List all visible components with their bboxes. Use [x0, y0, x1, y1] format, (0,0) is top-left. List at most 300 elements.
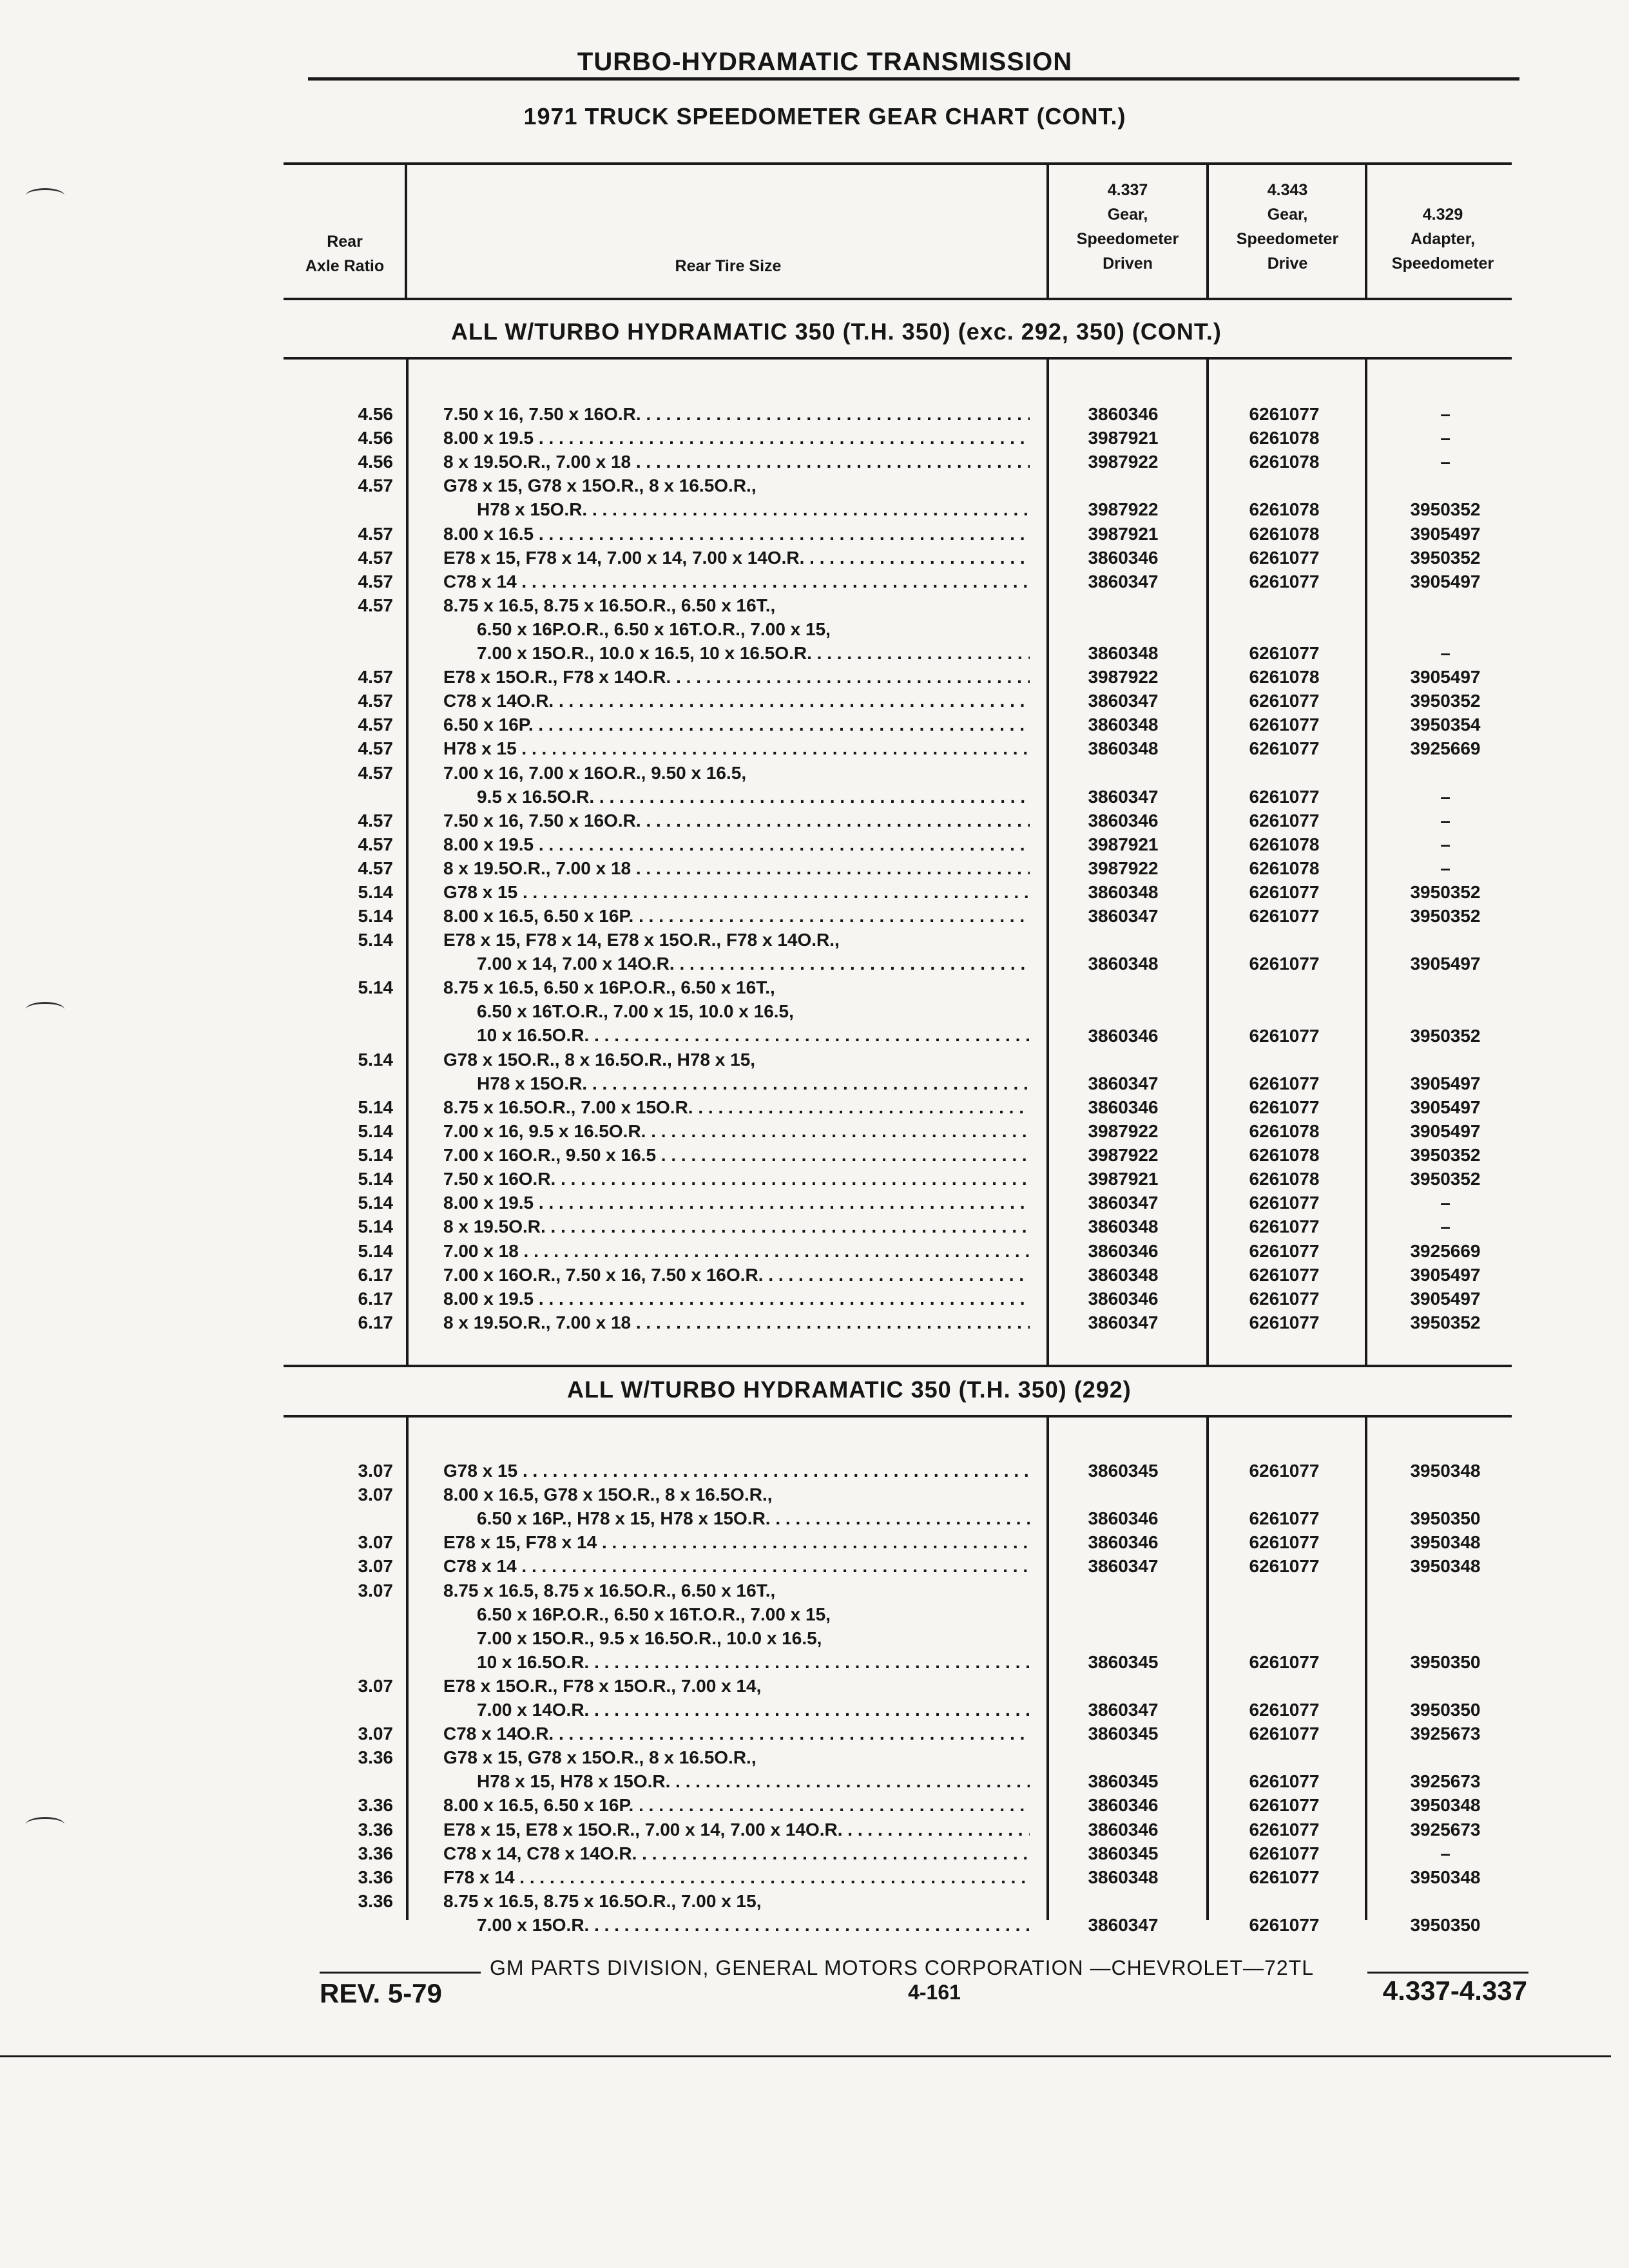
axle-ratio-cell: 4.56 — [358, 404, 393, 424]
adapter-cell: 3905497 — [1410, 954, 1481, 974]
adapter-cell: 3950352 — [1410, 1145, 1481, 1166]
header-adapter: 4.329 Adapter, Speedometer — [1391, 206, 1494, 273]
table-row — [0, 1143, 1547, 1167]
revision-label: REV. 5-79 — [320, 1978, 442, 2008]
tire-size-cell — [443, 689, 1030, 713]
adapter-cell: – — [1440, 786, 1451, 807]
table-row — [0, 665, 1547, 689]
table-row — [0, 1889, 1547, 1937]
header-gear-drive: 4.343 Gear, Speedometer Drive — [1236, 181, 1339, 273]
axle-ratio-cell: 3.07 — [358, 1556, 393, 1577]
section-title-th350-exc: ALL W/TURBO HYDRAMATIC 350 (T.H. 350) (exc. 292, 350) (CONT.) — [451, 318, 1222, 345]
adapter-cell: 3950348 — [1410, 1556, 1481, 1577]
drive-gear-cell: 6261077 — [1249, 1819, 1320, 1840]
tire-size-line: G78 x 15 . . . — [443, 880, 1030, 904]
tire-size-line: 7.00 x 15O.R., 10.0 x 16.5, 10 x 16.5O.R. . . . — [443, 641, 1030, 665]
axle-ratio-cell: 4.57 — [358, 834, 393, 854]
axle-ratio-cell: 5.14 — [358, 906, 393, 927]
driven-gear-cell: 3860347 — [1088, 1073, 1159, 1093]
table-row — [0, 904, 1547, 928]
tire-size-line: C78 x 14O.R. . . . — [443, 1722, 1030, 1745]
table-row — [0, 1191, 1547, 1215]
driven-gear-cell: 3860347 — [1088, 691, 1159, 711]
column-divider — [1365, 165, 1367, 300]
tire-size-line: 10 x 16.5O.R. . . . — [443, 1650, 1030, 1674]
axle-ratio-cell: 4.57 — [358, 810, 393, 831]
tire-size-cell — [443, 1311, 1030, 1334]
table-row — [0, 1215, 1547, 1238]
axle-ratio-cell: 4.57 — [358, 667, 393, 687]
tire-size-line: 7.00 x 16, 9.5 x 16.5O.R. . . . — [443, 1119, 1030, 1143]
tire-size-cell — [443, 665, 1030, 689]
axle-ratio-cell: 3.07 — [358, 1485, 393, 1505]
driven-gear-cell: 3860345 — [1088, 1724, 1159, 1744]
axle-ratio-cell: 4.57 — [358, 523, 393, 544]
tire-size-line: E78 x 15O.R., F78 x 15O.R., 7.00 x 14, — [443, 1675, 762, 1696]
adapter-cell: – — [1440, 404, 1451, 424]
tire-size-line: 8.00 x 19.5 . . . — [443, 1287, 1030, 1311]
adapter-cell: 3905497 — [1410, 1121, 1481, 1141]
adapter-cell: 3905497 — [1410, 1264, 1481, 1285]
adapter-cell: – — [1440, 1193, 1451, 1213]
drive-gear-cell: 6261077 — [1249, 1771, 1320, 1792]
driven-gear-cell: 3860348 — [1088, 882, 1159, 902]
driven-gear-cell: 3987922 — [1088, 452, 1159, 472]
tire-size-line: F78 x 14 . . . — [443, 1865, 1030, 1889]
driven-gear-cell: 3987922 — [1088, 858, 1159, 878]
tire-size-line: E78 x 15, F78 x 14 . . . — [443, 1530, 1030, 1554]
axle-ratio-cell: 3.07 — [358, 1724, 393, 1744]
section2-title-rule — [284, 1415, 1512, 1418]
drive-gear-cell: 6261077 — [1249, 906, 1320, 927]
table-row — [0, 1048, 1547, 1095]
axle-ratio-cell: 5.14 — [358, 1097, 393, 1117]
driven-gear-cell: 3987921 — [1088, 523, 1159, 544]
table-row — [0, 1865, 1547, 1889]
drive-gear-cell: 6261077 — [1249, 1097, 1320, 1117]
tire-size-cell — [443, 1745, 1030, 1793]
axle-ratio-cell: 3.36 — [358, 1747, 393, 1768]
tire-size-line: 8 x 19.5O.R. . . . — [443, 1215, 1030, 1238]
axle-ratio-cell: 3.07 — [358, 1461, 393, 1481]
axle-ratio-cell: 3.07 — [358, 1532, 393, 1553]
axle-ratio-cell: 5.14 — [358, 1216, 393, 1237]
adapter-cell: 3925669 — [1410, 738, 1481, 759]
drive-gear-cell: 6261077 — [1249, 642, 1320, 663]
tire-size-cell — [443, 570, 1030, 593]
tire-size-cell — [443, 1048, 1030, 1095]
drive-gear-cell: 6261077 — [1249, 1264, 1320, 1285]
tire-size-cell — [443, 761, 1030, 809]
driven-gear-cell: 3860346 — [1088, 810, 1159, 831]
driven-gear-cell: 3860348 — [1088, 1216, 1159, 1237]
drive-gear-cell: 6261077 — [1249, 1843, 1320, 1863]
driven-gear-cell: 3860347 — [1088, 1193, 1159, 1213]
adapter-cell: 3950350 — [1410, 1508, 1481, 1529]
tire-size-cell — [443, 1095, 1030, 1119]
axle-ratio-cell: 4.57 — [358, 858, 393, 878]
drive-gear-cell: 6261077 — [1249, 1795, 1320, 1816]
tire-size-cell — [443, 546, 1030, 570]
tire-size-line: 8.00 x 16.5, G78 x 15O.R., 8 x 16.5O.R., — [443, 1485, 773, 1505]
page-title: TURBO-HYDRAMATIC TRANSMISSION — [577, 48, 1073, 76]
drive-gear-cell: 6261077 — [1249, 1240, 1320, 1261]
axle-ratio-cell: 3.36 — [358, 1843, 393, 1863]
driven-gear-cell: 3860348 — [1088, 1264, 1159, 1285]
table-row — [0, 1239, 1547, 1263]
adapter-cell: 3950348 — [1410, 1867, 1481, 1887]
table-row — [0, 1818, 1547, 1841]
adapter-cell: 3950350 — [1410, 1699, 1481, 1720]
tire-size-line: G78 x 15, G78 x 15O.R., 8 x 16.5O.R., — [443, 1747, 757, 1768]
table-row — [0, 880, 1547, 904]
axle-ratio-cell: 3.36 — [358, 1819, 393, 1840]
table-row — [0, 713, 1547, 736]
tire-size-line: 8.75 x 16.5, 8.75 x 16.5O.R., 7.00 x 15, — [443, 1890, 762, 1911]
drive-gear-cell: 6261078 — [1249, 667, 1320, 687]
header-axle-ratio: Rear Axle Ratio — [305, 233, 385, 275]
tire-size-line: 8.75 x 16.5, 8.75 x 16.5O.R., 6.50 x 16T., — [443, 595, 776, 615]
driven-gear-cell: 3860345 — [1088, 1843, 1159, 1863]
tire-size-cell — [443, 928, 1030, 975]
axle-ratio-cell: 4.57 — [358, 691, 393, 711]
drive-gear-cell: 6261077 — [1249, 954, 1320, 974]
tire-size-line: 7.00 x 18 . . . — [443, 1239, 1030, 1263]
drive-gear-cell: 6261078 — [1249, 428, 1320, 448]
drive-gear-cell: 6261077 — [1249, 1651, 1320, 1672]
page-number: 4-161 — [908, 1981, 961, 2004]
tire-size-line: E78 x 15, E78 x 15O.R., 7.00 x 14, 7.00 x 14O.R. . . . — [443, 1818, 1030, 1841]
tire-size-line: 7.00 x 14, 7.00 x 14O.R. . . . — [443, 952, 1030, 975]
tire-size-line: E78 x 15, F78 x 14, E78 x 15O.R., F78 x 14O.R., — [443, 930, 840, 950]
tire-size-cell — [443, 1239, 1030, 1263]
section1-title-rule — [284, 357, 1512, 360]
adapter-cell: 3950352 — [1410, 547, 1481, 568]
tire-size-line: C78 x 14 . . . — [443, 570, 1030, 593]
tire-size-line: 9.5 x 16.5O.R. . . . — [443, 785, 1030, 809]
driven-gear-cell: 3860347 — [1088, 1699, 1159, 1720]
table-row — [0, 832, 1547, 856]
driven-gear-cell: 3860345 — [1088, 1771, 1159, 1792]
tire-size-line: 10 x 16.5O.R. . . . — [443, 1023, 1030, 1047]
axle-ratio-cell: 5.14 — [358, 882, 393, 902]
table-row — [0, 1554, 1547, 1578]
driven-gear-cell: 3860346 — [1088, 1819, 1159, 1840]
axle-ratio-cell: 4.57 — [358, 715, 393, 735]
footer-rule-left — [320, 1972, 481, 1974]
tire-size-line: 7.50 x 16, 7.50 x 16O.R. . . . — [443, 809, 1030, 832]
drive-gear-cell: 6261077 — [1249, 1724, 1320, 1744]
driven-gear-cell: 3860346 — [1088, 1532, 1159, 1553]
binder-mark — [26, 188, 64, 203]
table-row — [0, 1119, 1547, 1143]
drive-gear-cell: 6261077 — [1249, 571, 1320, 591]
table-row — [0, 761, 1547, 809]
tire-size-line: 8.75 x 16.5O.R., 7.00 x 15O.R. . . . — [443, 1095, 1030, 1119]
drive-gear-cell: 6261077 — [1249, 1288, 1320, 1309]
tire-size-line: 7.00 x 14O.R. . . . — [443, 1698, 1030, 1722]
adapter-cell: 3950352 — [1410, 499, 1481, 520]
adapter-cell: 3950352 — [1410, 691, 1481, 711]
section1-bottom-rule — [284, 1365, 1512, 1367]
drive-gear-cell: 6261077 — [1249, 1508, 1320, 1529]
column-divider — [1206, 165, 1209, 300]
table-row — [0, 1459, 1547, 1483]
adapter-cell: – — [1440, 452, 1451, 472]
drive-gear-cell: 6261077 — [1249, 1025, 1320, 1046]
tire-size-line: H78 x 15, H78 x 15O.R. . . . — [443, 1769, 1030, 1793]
axle-ratio-cell: 6.17 — [358, 1312, 393, 1332]
table-row — [0, 928, 1547, 975]
drive-gear-cell: 6261078 — [1249, 858, 1320, 878]
axle-ratio-cell: 4.57 — [358, 571, 393, 591]
adapter-cell: 3950354 — [1410, 715, 1481, 735]
drive-gear-cell: 6261077 — [1249, 547, 1320, 568]
driven-gear-cell: 3987921 — [1088, 428, 1159, 448]
driven-gear-cell: 3860346 — [1088, 404, 1159, 424]
tire-size-line: 8.75 x 16.5, 8.75 x 16.5O.R., 6.50 x 16T., — [443, 1580, 776, 1600]
drive-gear-cell: 6261077 — [1249, 882, 1320, 902]
table-row — [0, 856, 1547, 880]
adapter-cell: 3905497 — [1410, 523, 1481, 544]
tire-size-cell — [443, 450, 1030, 474]
tire-size-line: 6.50 x 16P., H78 x 15, H78 x 15O.R. . . . — [443, 1506, 1030, 1530]
table-row — [0, 546, 1547, 570]
header-gear-driven: 4.337 Gear, Speedometer Driven — [1076, 181, 1179, 273]
driven-gear-cell: 3860346 — [1088, 1795, 1159, 1816]
adapter-cell: 3925669 — [1410, 1240, 1481, 1261]
tire-size-line: 7.50 x 16O.R. . . . — [443, 1167, 1030, 1191]
document-number: 4.337-4.337 — [1382, 1975, 1527, 2006]
adapter-cell: 3905497 — [1410, 667, 1481, 687]
tire-size-cell — [443, 1143, 1030, 1167]
adapter-cell: 3925673 — [1410, 1819, 1481, 1840]
driven-gear-cell: 3860347 — [1088, 1556, 1159, 1577]
axle-ratio-cell: 5.14 — [358, 1049, 393, 1070]
tire-size-cell — [443, 1674, 1030, 1722]
table-row — [0, 1841, 1547, 1865]
tire-size-cell — [443, 904, 1030, 928]
driven-gear-cell: 3987922 — [1088, 1145, 1159, 1166]
tire-size-cell — [443, 1167, 1030, 1191]
tire-size-line: C78 x 14, C78 x 14O.R. . . . — [443, 1841, 1030, 1865]
drive-gear-cell: 6261077 — [1249, 810, 1320, 831]
adapter-cell: 3905497 — [1410, 571, 1481, 591]
driven-gear-cell: 3860347 — [1088, 571, 1159, 591]
tire-size-line: E78 x 15, F78 x 14, 7.00 x 14, 7.00 x 14O.R. . . . — [443, 546, 1030, 570]
table-row — [0, 1793, 1547, 1817]
adapter-cell: – — [1440, 1216, 1451, 1237]
adapter-cell: 3925673 — [1410, 1724, 1481, 1744]
table-top-rule — [284, 162, 1512, 165]
drive-gear-cell: 6261077 — [1249, 1193, 1320, 1213]
table-row — [0, 450, 1547, 474]
table-row — [0, 1287, 1547, 1311]
adapter-cell: – — [1440, 858, 1451, 878]
driven-gear-cell: 3860346 — [1088, 547, 1159, 568]
tire-size-cell — [443, 1483, 1030, 1530]
driven-gear-cell: 3860346 — [1088, 1508, 1159, 1529]
drive-gear-cell: 6261078 — [1249, 1169, 1320, 1189]
driven-gear-cell: 3860347 — [1088, 786, 1159, 807]
tire-size-cell — [443, 1119, 1030, 1143]
tire-size-cell — [443, 1865, 1030, 1889]
tire-size-line: 6.50 x 16T.O.R., 7.00 x 15, 10.0 x 16.5, — [477, 1001, 794, 1022]
adapter-cell: 3950352 — [1410, 882, 1481, 902]
header-bottom-rule — [284, 298, 1512, 300]
driven-gear-cell: 3987922 — [1088, 1121, 1159, 1141]
drive-gear-cell: 6261078 — [1249, 523, 1320, 544]
axle-ratio-cell: 3.07 — [358, 1675, 393, 1696]
drive-gear-cell: 6261078 — [1249, 452, 1320, 472]
tire-size-line: 7.00 x 15O.R. . . . — [443, 1913, 1030, 1937]
driven-gear-cell: 3860348 — [1088, 1867, 1159, 1887]
axle-ratio-cell: 5.14 — [358, 1193, 393, 1213]
tire-size-line: 8 x 19.5O.R., 7.00 x 18 . . . — [443, 1311, 1030, 1334]
tire-size-line: 6.50 x 16P.O.R., 6.50 x 16T.O.R., 7.00 x 15, — [477, 1604, 831, 1624]
drive-gear-cell: 6261078 — [1249, 1121, 1320, 1141]
axle-ratio-cell: 4.57 — [358, 762, 393, 783]
tire-size-line: C78 x 14 . . . — [443, 1554, 1030, 1578]
table-row — [0, 1167, 1547, 1191]
tire-size-line: E78 x 15O.R., F78 x 14O.R. . . . — [443, 665, 1030, 689]
axle-ratio-cell: 4.56 — [358, 452, 393, 472]
driven-gear-cell: 3860348 — [1088, 738, 1159, 759]
driven-gear-cell: 3860345 — [1088, 1651, 1159, 1672]
table-row — [0, 1263, 1547, 1287]
driven-gear-cell: 3860346 — [1088, 1025, 1159, 1046]
tire-size-line: 8.00 x 16.5 . . . — [443, 522, 1030, 546]
adapter-cell: – — [1440, 834, 1451, 854]
axle-ratio-cell: 3.36 — [358, 1867, 393, 1887]
drive-gear-cell: 6261077 — [1249, 738, 1320, 759]
adapter-cell: 3950350 — [1410, 1651, 1481, 1672]
tire-size-cell — [443, 736, 1030, 760]
tire-size-cell — [443, 880, 1030, 904]
tire-size-line: 8.75 x 16.5, 6.50 x 16P.O.R., 6.50 x 16T., — [443, 977, 775, 998]
driven-gear-cell: 3860347 — [1088, 906, 1159, 927]
tire-size-line: 7.00 x 16O.R., 7.50 x 16, 7.50 x 16O.R. . . . — [443, 1263, 1030, 1287]
table-row — [0, 474, 1547, 521]
chart-subtitle: 1971 TRUCK SPEEDOMETER GEAR CHART (CONT.) — [523, 103, 1126, 130]
driven-gear-cell: 3860347 — [1088, 1914, 1159, 1935]
tire-size-cell — [443, 1191, 1030, 1215]
drive-gear-cell: 6261077 — [1249, 404, 1320, 424]
tire-size-cell — [443, 1287, 1030, 1311]
footer-company: GM PARTS DIVISION, GENERAL MOTORS CORPORATION —CHEVROLET—72TL — [490, 1956, 1314, 1979]
table-row — [0, 1745, 1547, 1793]
drive-gear-cell: 6261077 — [1249, 1312, 1320, 1332]
adapter-cell: 3905497 — [1410, 1097, 1481, 1117]
tire-size-cell — [443, 1841, 1030, 1865]
adapter-cell: 3950348 — [1410, 1461, 1481, 1481]
tire-size-cell — [443, 1263, 1030, 1287]
tire-size-cell — [443, 1459, 1030, 1483]
driven-gear-cell: 3860346 — [1088, 1288, 1159, 1309]
adapter-cell: – — [1440, 428, 1451, 448]
tire-size-line: 7.50 x 16, 7.50 x 16O.R. . . . — [443, 402, 1030, 426]
axle-ratio-cell: 5.14 — [358, 930, 393, 950]
table-row — [0, 593, 1547, 665]
tire-size-line: 8 x 19.5O.R., 7.00 x 18 . . . — [443, 856, 1030, 880]
driven-gear-cell: 3860348 — [1088, 642, 1159, 663]
tire-size-cell — [443, 1889, 1030, 1937]
tire-size-line: H78 x 15O.R. . . . — [443, 1072, 1030, 1095]
tire-size-cell — [443, 1793, 1030, 1817]
tire-size-line: 8.00 x 19.5 . . . — [443, 832, 1030, 856]
adapter-cell: 3905497 — [1410, 1073, 1481, 1093]
driven-gear-cell: 3860345 — [1088, 1461, 1159, 1481]
footer-rule-right — [1367, 1972, 1528, 1974]
tire-size-line: 7.00 x 15O.R., 9.5 x 16.5O.R., 10.0 x 16.5, — [477, 1628, 822, 1648]
drive-gear-cell: 6261077 — [1249, 1699, 1320, 1720]
axle-ratio-cell: 6.17 — [358, 1264, 393, 1285]
drive-gear-cell: 6261077 — [1249, 691, 1320, 711]
drive-gear-cell: 6261078 — [1249, 1145, 1320, 1166]
drive-gear-cell: 6261077 — [1249, 715, 1320, 735]
title-rule — [308, 77, 1519, 81]
table-row — [0, 689, 1547, 713]
tire-size-cell — [443, 713, 1030, 736]
tire-size-cell — [443, 856, 1030, 880]
axle-ratio-cell: 4.57 — [358, 738, 393, 759]
tire-size-cell — [443, 593, 1030, 665]
page-bottom-rule — [0, 2055, 1611, 2057]
tire-size-line: C78 x 14O.R. . . . — [443, 689, 1030, 713]
tire-size-line: 6.50 x 16P. . . . — [443, 713, 1030, 736]
table-row — [0, 975, 1547, 1047]
tire-size-cell — [443, 1579, 1030, 1674]
tire-size-cell — [443, 975, 1030, 1047]
table-row — [0, 1579, 1547, 1674]
column-divider — [405, 165, 407, 300]
driven-gear-cell: 3987922 — [1088, 667, 1159, 687]
drive-gear-cell: 6261077 — [1249, 1914, 1320, 1935]
driven-gear-cell: 3860347 — [1088, 1312, 1159, 1332]
axle-ratio-cell: 5.14 — [358, 1145, 393, 1166]
drive-gear-cell: 6261077 — [1249, 786, 1320, 807]
driven-gear-cell: 3987922 — [1088, 499, 1159, 520]
driven-gear-cell: 3987921 — [1088, 1169, 1159, 1189]
axle-ratio-cell: 4.57 — [358, 476, 393, 496]
drive-gear-cell: 6261078 — [1249, 499, 1320, 520]
tire-size-line: 8.00 x 19.5 . . . — [443, 1191, 1030, 1215]
axle-ratio-cell: 3.36 — [358, 1890, 393, 1911]
tire-size-cell — [443, 426, 1030, 450]
axle-ratio-cell: 3.36 — [358, 1795, 393, 1816]
tire-size-cell — [443, 402, 1030, 426]
adapter-cell: 3905497 — [1410, 1288, 1481, 1309]
adapter-cell: – — [1440, 642, 1451, 663]
driven-gear-cell: 3987921 — [1088, 834, 1159, 854]
table-row — [0, 1674, 1547, 1722]
adapter-cell: 3950348 — [1410, 1795, 1481, 1816]
tire-size-line: G78 x 15 . . . — [443, 1459, 1030, 1483]
drive-gear-cell: 6261077 — [1249, 1461, 1320, 1481]
tire-size-line: G78 x 15, G78 x 15O.R., 8 x 16.5O.R., — [443, 476, 757, 496]
driven-gear-cell: 3860348 — [1088, 715, 1159, 735]
driven-gear-cell: 3860348 — [1088, 954, 1159, 974]
drive-gear-cell: 6261077 — [1249, 1073, 1320, 1093]
tire-size-line: 7.00 x 16, 7.00 x 16O.R., 9.50 x 16.5, — [443, 762, 747, 783]
adapter-cell: 3950352 — [1410, 1312, 1481, 1332]
adapter-cell: 3950350 — [1410, 1914, 1481, 1935]
tire-size-line: 6.50 x 16P.O.R., 6.50 x 16T.O.R., 7.00 x 15, — [477, 619, 831, 639]
adapter-cell: – — [1440, 1843, 1451, 1863]
table-row — [0, 426, 1547, 450]
driven-gear-cell: 3860346 — [1088, 1240, 1159, 1261]
axle-ratio-cell: 5.14 — [358, 1240, 393, 1261]
